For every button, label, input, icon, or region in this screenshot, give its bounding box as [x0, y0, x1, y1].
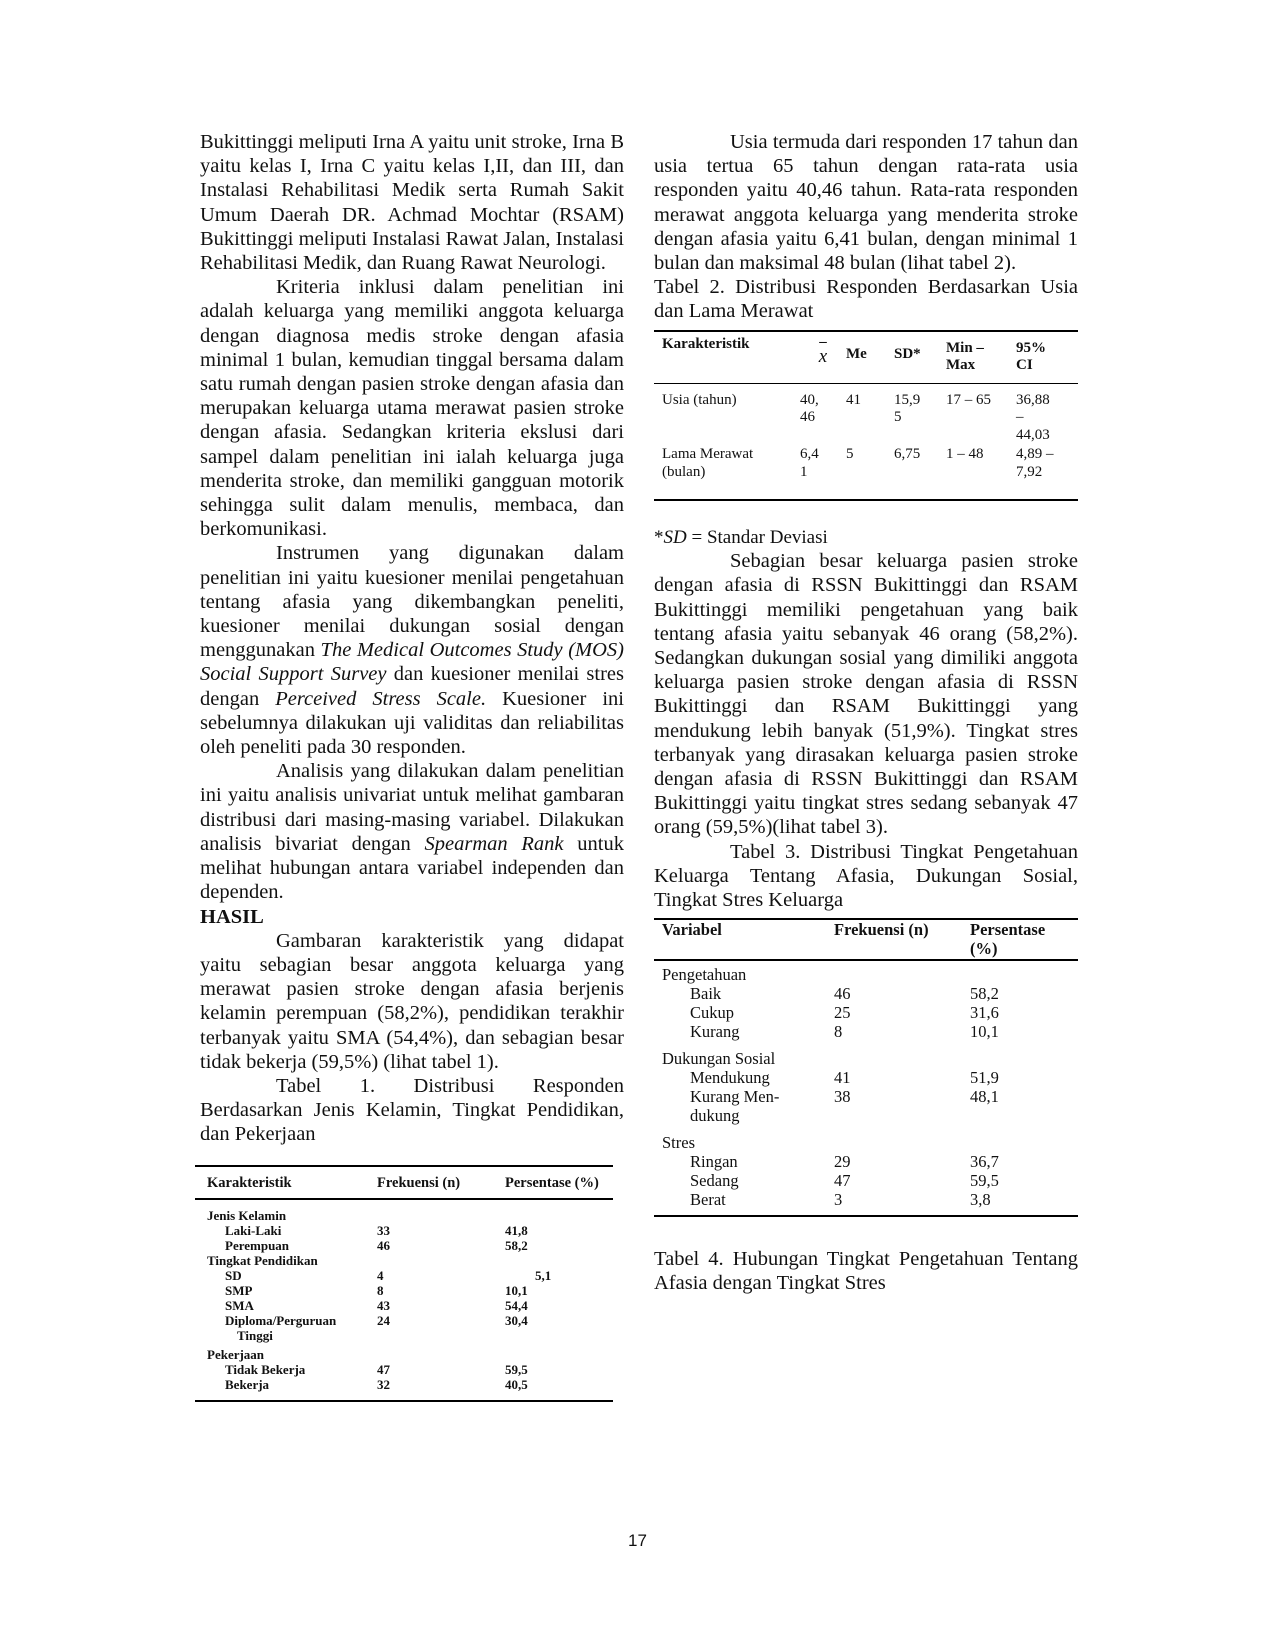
table-header: Variabel	[654, 919, 834, 960]
table-header: Karakteristik	[195, 1166, 377, 1199]
left-column	[200, 130, 624, 1402]
table2-caption: Tabel 2. Distribusi Responden Berdasarkan Usia dan Lama Merawat	[654, 276, 1078, 323]
paragraph: Kriteria inklusi dalam penelitian ini adalah keluarga yang memiliki anggota keluarga dengan diagnosa medis stroke dengan afasia minimal 1 bulan, kemudian tinggal bersama dalam satu rumah dengan pasien stroke dengan afasia dan merupakan keluarga utama merawat pasien stroke dengan afasia. Sedangkan kriteria ekslusi dari sampel dalam penelitian ini ialah keluarga juga menderita stroke, dan memiliki gangguan motorik sehingga sulit dalam menulis, membaca, dan berkomunikasi.	[200, 276, 624, 541]
table3	[654, 918, 1078, 1217]
table4-caption: Tabel 4. Hubungan Tingkat Pengetahuan Tentang Afasia dengan Tingkat Stres	[654, 1248, 1078, 1295]
paragraph: Usia termuda dari responden 17 tahun dan usia tertua 65 tahun dengan rata-rata usia responden yaitu 40,46 tahun. Rata-rata responden merawat anggota keluarga yang menderita stroke dengan afasia yaitu 6,41 bulan, dengan minimal 1 bulan dan maksimal 48 bulan (lihat tabel 2).	[654, 131, 1078, 275]
table-row: Tidak Bekerja 47 59,5	[225, 1361, 528, 1377]
paragraph: Gambaran karakteristik yang didapat yaitu sebagian besar anggota keluarga yang merawat pasien stroke dengan afasia berjenis kelamin perempuan (58,2%), pendidikan terakhir terbanyak yaitu SMA (54,4%), dan sebagian besar tidak bekerja (59,5%) (lihat tabel 1).	[200, 929, 624, 1073]
table-header: Me	[846, 331, 894, 384]
table-row: Kurang 8 10,1	[690, 1022, 999, 1042]
table-row: Cukup 25 31,6	[690, 1003, 999, 1023]
table-row: Usia (tahun) 40, 46 41 15,9 5 17 – 65 36,88 – 44,03	[662, 391, 1050, 443]
table-row: Perempuan 46 58,2	[225, 1237, 528, 1253]
table-group-row: Pengetahuan	[662, 965, 747, 985]
table3-caption: Tabel 3. Distribusi Tingkat Pengetahuan Keluarga Tentang Afasia, Dukungan Sosial, Tingkat Stres Keluarga	[654, 840, 1078, 911]
table1-caption: Tabel 1. Distribusi Responden Berdasarkan Jenis Kelamin, Tingkat Pendidikan, dan Pekerjaan	[200, 1074, 624, 1146]
page-number: 17	[628, 1531, 647, 1550]
table-row: Sedang 47 59,5	[690, 1171, 999, 1191]
table-row: Lama Merawat (bulan) 6,4 1 5 6,75 1 – 48 4,89 – 7,92	[654, 444, 1078, 500]
table-row: Laki-Laki 33 41,8	[225, 1222, 528, 1238]
table1	[195, 1165, 613, 1402]
paragraph: Bukittinggi meliputi Irna A yaitu unit stroke, Irna B yaitu kelas I, Irna C yaitu kelas I,II, dan III, dan Instalasi Rehabilitasi Medik serta Rumah Sakit Umum Daerah DR. Achmad Mochtar (RSAM) Bukittinggi meliputi Instalasi Rawat Jalan, Instalasi Rehabilitasi Medik, dan Ruang Rawat Neurologi.	[200, 131, 624, 275]
paragraph: Instrumen yang digunakan dalam penelitian ini yaitu kuesioner menilai pengetahuan tentang afasia yang dikembangkan peneliti, kuesioner menilai dukungan sosial dengan menggunakan The Medical Outcomes Study (MOS) Social Support Survey dan kuesioner menilai stres dengan Perceived Stress Scale. Kuesioner ini sebelumnya dilakukan uji validitas dan reliabilitas oleh peneliti pada 30 responden.	[200, 542, 624, 759]
table-header: Persentase (%)	[505, 1166, 613, 1199]
table-row: SMP 8 10,1	[225, 1282, 528, 1298]
right-column	[654, 130, 1078, 1296]
table-header: 95% CI	[1016, 331, 1078, 384]
paragraph: Sebagian besar keluarga pasien stroke dengan afasia di RSSN Bukittinggi dan RSAM Bukittinggi memiliki pengetahuan yang baik tentang afasia yaitu sebanyak 46 orang (58,2%). Sedangkan dukungan sosial yang dimiliki anggota keluarga pasien stroke dengan afasia di RSSN Bukittinggi dan RSAM Bukittinggi yang mendukung lebih banyak (51,9%). Tingkat stres terbanyak yang dirasakan keluarga pasien stroke dengan afasia di RSSN Bukittinggi dan RSAM Bukittinggi yaitu tingkat stres sedang sebanyak 47 orang (59,5%)(lihat tabel 3).	[654, 550, 1078, 839]
table-row: Bekerja 32 40,5	[195, 1377, 613, 1401]
table-header: Karakteristik	[654, 331, 800, 384]
table-header: – x	[800, 331, 846, 384]
table-group-row: Jenis Kelamin	[207, 1207, 287, 1223]
table-row: Kurang Men- dukung 38 48,1	[690, 1087, 999, 1126]
table-header: SD*	[894, 331, 946, 384]
table-header: Frekuensi (n)	[377, 1166, 505, 1199]
table-row: Baik 46 58,2	[690, 984, 999, 1004]
table-row: Berat 3 3,8	[654, 1190, 1078, 1216]
table-group-row: Dukungan Sosial	[662, 1049, 776, 1069]
table-group-row: Pekerjaan	[207, 1346, 265, 1362]
table-header: Min – Max	[946, 331, 1016, 384]
table2	[654, 330, 1078, 502]
table-row: SMA 43 54,4	[225, 1297, 528, 1313]
table2-footnote: *SD = Standar Deviasi	[654, 527, 828, 549]
table-row: Mendukung 41 51,9	[690, 1068, 999, 1088]
table-row: Ringan 29 36,7	[690, 1152, 999, 1172]
table-group-row: Stres	[662, 1133, 695, 1153]
table-row: Diploma/Perguruan Tinggi 24 30,4	[225, 1312, 528, 1343]
table-group-row: Tingkat Pendidikan	[207, 1252, 318, 1268]
section-heading: HASIL	[200, 905, 264, 928]
table-header: Persentase (%)	[970, 919, 1078, 960]
table-header: Frekuensi (n)	[834, 919, 970, 960]
paragraph: Analisis yang dilakukan dalam penelitian ini yaitu analisis univariat untuk melihat gambaran distribusi dari masing-masing variabel. Dilakukan analisis bivariat dengan Spearman Rank untuk melihat hubungan antara variabel independen dan dependen.	[200, 760, 624, 904]
table-row: SD 4 5,1	[225, 1267, 552, 1283]
